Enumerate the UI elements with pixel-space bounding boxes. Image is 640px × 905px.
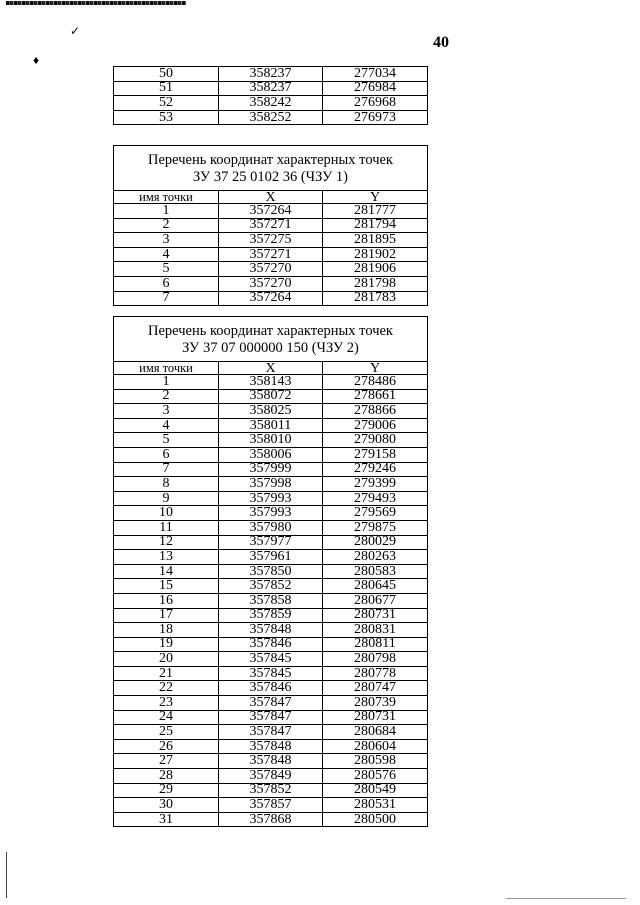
- table-row: [114, 491, 428, 506]
- point-name-cell: 4: [114, 247, 219, 262]
- table-row: [114, 433, 428, 448]
- table-row: [114, 608, 428, 623]
- y-coordinate-cell: 280531: [323, 798, 428, 813]
- y-coordinate-cell: 280583: [323, 564, 428, 579]
- table-row: [114, 754, 428, 769]
- point-name-cell: 2: [114, 389, 219, 404]
- scan-edge-line: [6, 852, 7, 898]
- point-name-cell: 25: [114, 725, 219, 740]
- table-row: [114, 798, 428, 813]
- table-row: [114, 579, 428, 594]
- point-name-cell: 29: [114, 783, 219, 798]
- scan-speck-mark: ✓: [70, 24, 81, 38]
- column-header-name: имя точки: [114, 191, 219, 204]
- x-coordinate-cell: 357961: [219, 550, 323, 565]
- y-coordinate-cell: 276968: [323, 96, 428, 111]
- x-coordinate-cell: 357846: [219, 681, 323, 696]
- table-caption: [114, 317, 428, 362]
- table-row: [114, 725, 428, 740]
- table-row: [114, 67, 428, 82]
- y-coordinate-cell: 281906: [323, 262, 428, 277]
- point-name-cell: 9: [114, 491, 219, 506]
- y-coordinate-cell: 281794: [323, 218, 428, 233]
- table-row: [114, 769, 428, 784]
- coordinates-table-chzu-2: [113, 316, 428, 827]
- table-row: [114, 418, 428, 433]
- x-coordinate-cell: 357859: [219, 608, 323, 623]
- y-coordinate-cell: 281777: [323, 204, 428, 219]
- table-row: [114, 96, 428, 111]
- x-coordinate-cell: 357845: [219, 652, 323, 667]
- point-name-cell: 27: [114, 754, 219, 769]
- table-row: [114, 375, 428, 390]
- y-coordinate-cell: 280598: [323, 754, 428, 769]
- table-row: [114, 520, 428, 535]
- y-coordinate-cell: 277034: [323, 67, 428, 82]
- point-name-cell: 17: [114, 608, 219, 623]
- table-subtitle: ЗУ 37 25 0102 36 (ЧЗУ 1): [193, 169, 348, 185]
- x-coordinate-cell: 357270: [219, 262, 323, 277]
- x-coordinate-cell: 357270: [219, 276, 323, 291]
- table-row: [114, 291, 428, 306]
- x-coordinate-cell: 357858: [219, 593, 323, 608]
- x-coordinate-cell: 357264: [219, 204, 323, 219]
- y-coordinate-cell: 280798: [323, 652, 428, 667]
- point-name-cell: 52: [114, 96, 219, 111]
- coordinates-table-continued: [113, 66, 428, 125]
- y-coordinate-cell: 280677: [323, 593, 428, 608]
- table-row: [114, 233, 428, 248]
- x-coordinate-cell: 357852: [219, 783, 323, 798]
- point-name-cell: 12: [114, 535, 219, 550]
- table-caption: [114, 146, 428, 191]
- point-name-cell: 3: [114, 233, 219, 248]
- point-name-cell: 30: [114, 798, 219, 813]
- point-name-cell: 2: [114, 218, 219, 233]
- x-coordinate-cell: 357275: [219, 233, 323, 248]
- point-name-cell: 13: [114, 550, 219, 565]
- table-row: [114, 739, 428, 754]
- point-name-cell: 7: [114, 291, 219, 306]
- table-row: [114, 204, 428, 219]
- column-header-x: X: [219, 191, 323, 204]
- column-header-x: X: [219, 362, 323, 375]
- point-name-cell: 19: [114, 637, 219, 652]
- table-row: [114, 564, 428, 579]
- y-coordinate-cell: 280747: [323, 681, 428, 696]
- x-coordinate-cell: 358025: [219, 404, 323, 419]
- table-row: [114, 550, 428, 565]
- x-coordinate-cell: 358252: [219, 110, 323, 125]
- table-title: Перечень координат характерных точек: [148, 323, 393, 339]
- y-coordinate-cell: 279246: [323, 462, 428, 477]
- x-coordinate-cell: 357846: [219, 637, 323, 652]
- scan-artifact-top: [6, 1, 186, 5]
- y-coordinate-cell: 281783: [323, 291, 428, 306]
- table-row: [114, 652, 428, 667]
- table-row: [114, 81, 428, 96]
- point-name-cell: 10: [114, 506, 219, 521]
- point-name-cell: 50: [114, 67, 219, 82]
- table-title: Перечень координат характерных точек: [148, 152, 393, 168]
- x-coordinate-cell: 357852: [219, 579, 323, 594]
- y-coordinate-cell: 280684: [323, 725, 428, 740]
- point-name-cell: 15: [114, 579, 219, 594]
- point-name-cell: 28: [114, 769, 219, 784]
- y-coordinate-cell: 279493: [323, 491, 428, 506]
- point-name-cell: 26: [114, 739, 219, 754]
- point-name-cell: 7: [114, 462, 219, 477]
- y-coordinate-cell: 280604: [323, 739, 428, 754]
- x-coordinate-cell: 357850: [219, 564, 323, 579]
- table-row: [114, 637, 428, 652]
- y-coordinate-cell: 279006: [323, 418, 428, 433]
- y-coordinate-cell: 280576: [323, 769, 428, 784]
- point-name-cell: 14: [114, 564, 219, 579]
- y-coordinate-cell: 279875: [323, 520, 428, 535]
- y-coordinate-cell: 278866: [323, 404, 428, 419]
- x-coordinate-cell: 357999: [219, 462, 323, 477]
- x-coordinate-cell: 357847: [219, 710, 323, 725]
- x-coordinate-cell: 357993: [219, 506, 323, 521]
- point-name-cell: 1: [114, 375, 219, 390]
- y-coordinate-cell: 280263: [323, 550, 428, 565]
- point-name-cell: 23: [114, 696, 219, 711]
- x-coordinate-cell: 357998: [219, 477, 323, 492]
- point-name-cell: 8: [114, 477, 219, 492]
- point-name-cell: 1: [114, 204, 219, 219]
- table-row: [114, 218, 428, 233]
- table-row: [114, 462, 428, 477]
- y-coordinate-cell: 279080: [323, 433, 428, 448]
- point-name-cell: 5: [114, 262, 219, 277]
- y-coordinate-cell: 279158: [323, 447, 428, 462]
- point-name-cell: 51: [114, 81, 219, 96]
- y-coordinate-cell: 280831: [323, 623, 428, 638]
- y-coordinate-cell: 278486: [323, 375, 428, 390]
- x-coordinate-cell: 358242: [219, 96, 323, 111]
- x-coordinate-cell: 357868: [219, 812, 323, 827]
- y-coordinate-cell: 276973: [323, 110, 428, 125]
- x-coordinate-cell: 357264: [219, 291, 323, 306]
- y-coordinate-cell: 280549: [323, 783, 428, 798]
- x-coordinate-cell: 357993: [219, 491, 323, 506]
- y-coordinate-cell: 281798: [323, 276, 428, 291]
- table-row: [114, 696, 428, 711]
- y-coordinate-cell: 280811: [323, 637, 428, 652]
- point-name-cell: 18: [114, 623, 219, 638]
- point-name-cell: 22: [114, 681, 219, 696]
- page-number: 40: [433, 34, 449, 51]
- table-subtitle: ЗУ 37 07 000000 150 (ЧЗУ 2): [182, 340, 359, 356]
- x-coordinate-cell: 357857: [219, 798, 323, 813]
- y-coordinate-cell: 276984: [323, 81, 428, 96]
- x-coordinate-cell: 357977: [219, 535, 323, 550]
- x-coordinate-cell: 357845: [219, 666, 323, 681]
- y-coordinate-cell: 280731: [323, 710, 428, 725]
- point-name-cell: 21: [114, 666, 219, 681]
- table-row: [114, 110, 428, 125]
- y-coordinate-cell: 279569: [323, 506, 428, 521]
- point-name-cell: 11: [114, 520, 219, 535]
- table-row: [114, 623, 428, 638]
- y-coordinate-cell: 280778: [323, 666, 428, 681]
- y-coordinate-cell: 280029: [323, 535, 428, 550]
- x-coordinate-cell: 357271: [219, 247, 323, 262]
- y-coordinate-cell: 280739: [323, 696, 428, 711]
- table-row: [114, 262, 428, 277]
- point-name-cell: 24: [114, 710, 219, 725]
- x-coordinate-cell: 358237: [219, 81, 323, 96]
- scan-bottom-line: [506, 898, 626, 899]
- x-coordinate-cell: 358143: [219, 375, 323, 390]
- y-coordinate-cell: 281902: [323, 247, 428, 262]
- y-coordinate-cell: 279399: [323, 477, 428, 492]
- table-row: [114, 247, 428, 262]
- y-coordinate-cell: 278661: [323, 389, 428, 404]
- table-row: [114, 477, 428, 492]
- x-coordinate-cell: 358072: [219, 389, 323, 404]
- point-name-cell: 16: [114, 593, 219, 608]
- table-row: [114, 447, 428, 462]
- table-row: [114, 681, 428, 696]
- y-coordinate-cell: 281895: [323, 233, 428, 248]
- x-coordinate-cell: 357847: [219, 696, 323, 711]
- x-coordinate-cell: 357849: [219, 769, 323, 784]
- point-name-cell: 5: [114, 433, 219, 448]
- table-row: [114, 593, 428, 608]
- point-name-cell: 6: [114, 447, 219, 462]
- x-coordinate-cell: 357847: [219, 725, 323, 740]
- x-coordinate-cell: 357980: [219, 520, 323, 535]
- x-coordinate-cell: 357848: [219, 623, 323, 638]
- x-coordinate-cell: 357848: [219, 739, 323, 754]
- y-coordinate-cell: 280645: [323, 579, 428, 594]
- table-row: [114, 389, 428, 404]
- point-name-cell: 3: [114, 404, 219, 419]
- column-header-y: Y: [323, 191, 428, 204]
- x-coordinate-cell: 358006: [219, 447, 323, 462]
- point-name-cell: 20: [114, 652, 219, 667]
- table-row: [114, 666, 428, 681]
- point-name-cell: 53: [114, 110, 219, 125]
- point-name-cell: 4: [114, 418, 219, 433]
- coordinates-table-chzu-1: [113, 145, 428, 306]
- table-row: [114, 404, 428, 419]
- x-coordinate-cell: 357848: [219, 754, 323, 769]
- x-coordinate-cell: 357271: [219, 218, 323, 233]
- point-name-cell: 6: [114, 276, 219, 291]
- table-row: [114, 783, 428, 798]
- y-coordinate-cell: 280731: [323, 608, 428, 623]
- table-row: [114, 710, 428, 725]
- scan-dot-mark: ♦: [33, 53, 40, 67]
- table-row: [114, 506, 428, 521]
- x-coordinate-cell: 358010: [219, 433, 323, 448]
- x-coordinate-cell: 358237: [219, 67, 323, 82]
- column-header-y: Y: [323, 362, 428, 375]
- y-coordinate-cell: 280500: [323, 812, 428, 827]
- column-header-name: имя точки: [114, 362, 219, 375]
- table-row: [114, 812, 428, 827]
- x-coordinate-cell: 358011: [219, 418, 323, 433]
- point-name-cell: 31: [114, 812, 219, 827]
- table-row: [114, 535, 428, 550]
- table-row: [114, 276, 428, 291]
